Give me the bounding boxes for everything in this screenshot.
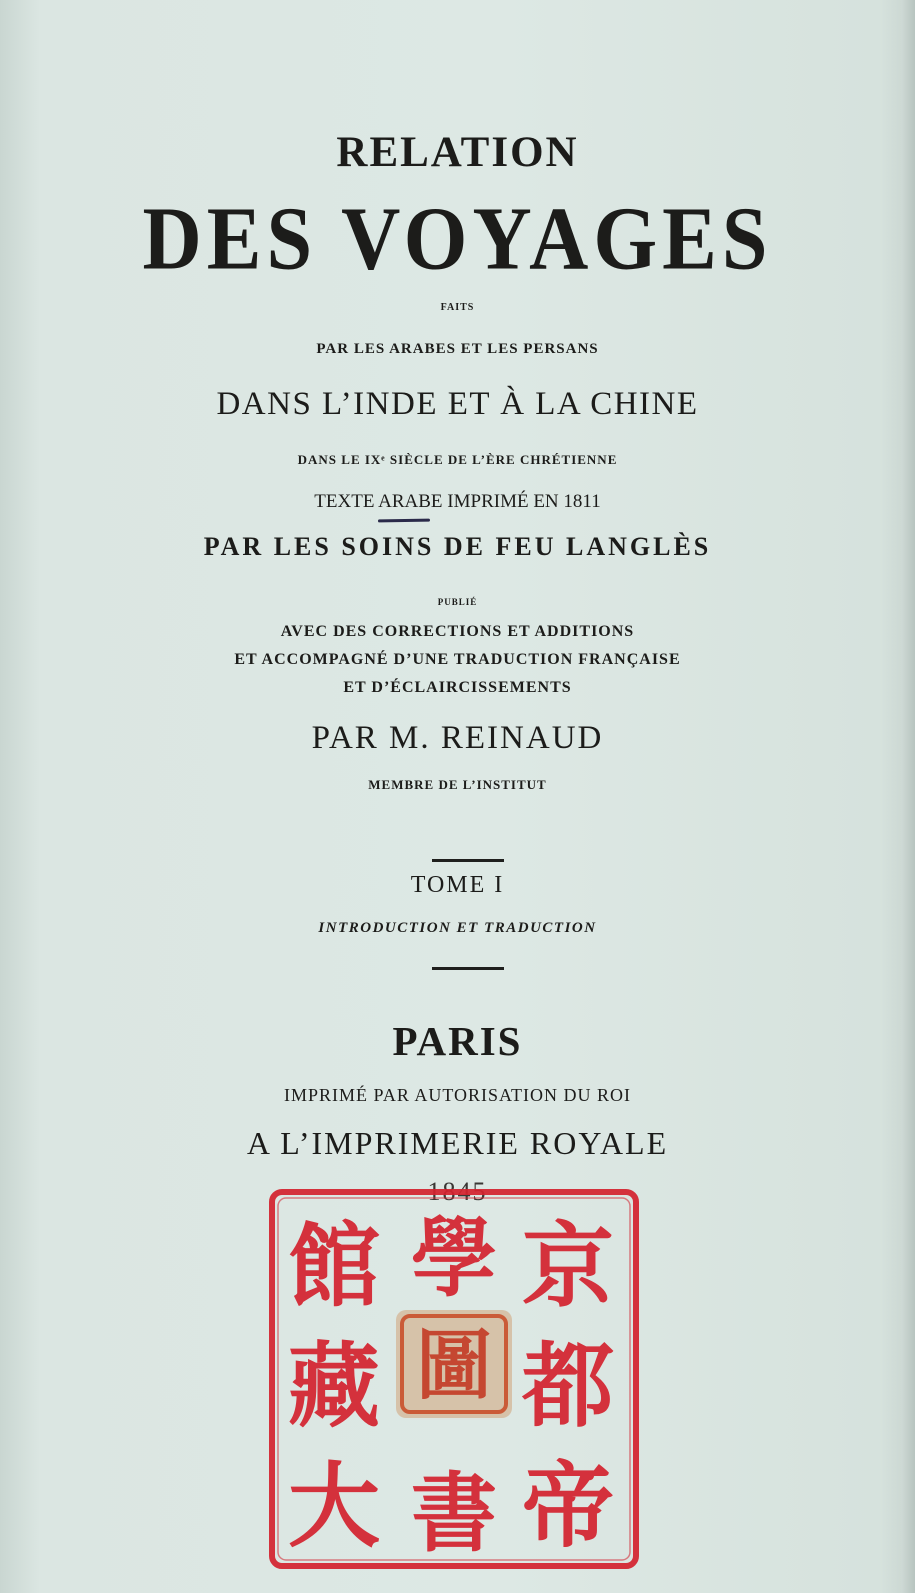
imprint-publisher: A L’IMPRIMERIE ROYALE bbox=[246, 1125, 669, 1161]
line-texte-arabe: TEXTE ARABE IMPRIMÉ EN 1811 bbox=[314, 491, 601, 512]
imprint-city: PARIS bbox=[392, 1018, 523, 1064]
seal-character: 大 bbox=[287, 1452, 381, 1560]
line-par-les-soins: PAR LES SOINS DE FEU LANGLÈS bbox=[203, 532, 712, 561]
ink-underline-mark bbox=[378, 519, 430, 523]
line-eclaircissements: ET D’ÉCLAIRCISSEMENTS bbox=[343, 679, 572, 696]
seal-character: 書 bbox=[411, 1463, 497, 1564]
seal-character: 都 bbox=[521, 1332, 615, 1440]
seal-character: 帝 bbox=[521, 1452, 615, 1560]
seal-character: 學 bbox=[411, 1208, 497, 1309]
line-publie: PUBLIÉ bbox=[437, 597, 478, 607]
seal-character: 圖 bbox=[416, 1321, 492, 1410]
author-affiliation: MEMBRE DE L’INSTITUT bbox=[368, 777, 547, 792]
line-siecle: DANS LE IXᵉ SIÈCLE DE L’ÈRE CHRÉTIENNE bbox=[297, 452, 618, 467]
seal-character: 藏 bbox=[287, 1332, 381, 1440]
imprint-authorization: IMPRIMÉ PAR AUTORISATION DU ROI bbox=[283, 1085, 632, 1105]
seal-character: 館 bbox=[287, 1212, 381, 1320]
volume-label: TOME I bbox=[410, 872, 505, 898]
library-seal-stamp bbox=[268, 1188, 640, 1570]
title-des-voyages: DES VOYAGES bbox=[142, 188, 773, 289]
line-dans-l-inde: DANS L’INDE ET À LA CHINE bbox=[216, 386, 699, 422]
line-par-les-arabes: PAR LES ARABES ET LES PERSANS bbox=[316, 341, 599, 357]
title-relation: RELATION bbox=[336, 129, 579, 176]
author-name: PAR M. REINAUD bbox=[311, 720, 604, 756]
volume-subtitle: INTRODUCTION ET TRADUCTION bbox=[318, 920, 597, 936]
line-accompagne: ET ACCOMPAGNÉ D’UNE TRADUCTION FRANÇAISE bbox=[234, 651, 681, 668]
imprint-year: 1845 bbox=[427, 1177, 488, 1206]
divider-top bbox=[432, 859, 504, 862]
seal-character: 京 bbox=[521, 1212, 615, 1320]
line-faits: FAITS bbox=[440, 302, 475, 313]
line-corrections: AVEC DES CORRECTIONS ET ADDITIONS bbox=[280, 623, 635, 640]
divider-bottom bbox=[432, 967, 504, 970]
